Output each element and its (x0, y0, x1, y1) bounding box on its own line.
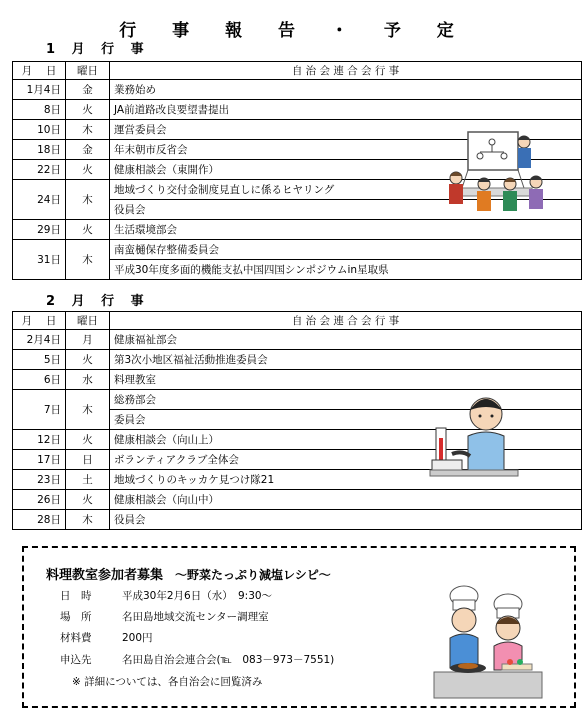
notice-subtitle: ～野菜たっぷり減塩レシピ～ (175, 568, 331, 582)
cooking-class-notice (22, 546, 576, 708)
table-row (13, 350, 582, 370)
column-header: 自 治 会 連 合 会 行 事 (110, 62, 582, 80)
date-cell: 23日 (13, 470, 66, 490)
table-row (13, 80, 582, 100)
date-cell: 7日 (13, 390, 66, 430)
weekday-cell: 土 (66, 470, 110, 490)
event-cell: 南蛮樋保存整備委員会 (110, 240, 582, 260)
notice-row-datetime (60, 588, 272, 603)
notice-value: 200円 (122, 632, 153, 644)
notice-label: 申込先 (60, 654, 92, 666)
date-cell: 24日 (13, 180, 66, 220)
notice-row-fee (60, 630, 153, 645)
column-header: 曜日 (66, 62, 110, 80)
event-cell: 健康相談会（東開作） (110, 160, 582, 180)
weekday-cell: 火 (66, 490, 110, 510)
event-cell: 年末朝市反省会 (110, 140, 582, 160)
date-cell: 10日 (13, 120, 66, 140)
notice-label: 日 時 (60, 590, 92, 602)
weekday-cell: 火 (66, 160, 110, 180)
table-header-row (13, 312, 582, 330)
event-cell: 生活環境部会 (110, 220, 582, 240)
weekday-cell: 日 (66, 450, 110, 470)
date-cell: 31日 (13, 240, 66, 280)
event-cell: 役員会 (110, 200, 582, 220)
event-cell: ボランティアクラブ全体会 (110, 450, 582, 470)
notice-value: 名田島自治会連合会(℡ 083－973－7551) (122, 654, 335, 666)
event-cell: 役員会 (110, 510, 582, 530)
notice-footnote: ※ 詳細については、各自治会に回覧済み (72, 676, 263, 688)
weekday-cell: 金 (66, 80, 110, 100)
event-cell: 健康福祉部会 (110, 330, 582, 350)
notice-value: 平成30年2月6日（水） 9:30～ (122, 590, 273, 602)
table-row (13, 240, 582, 260)
event-cell: 健康相談会（向山中） (110, 490, 582, 510)
weekday-cell: 金 (66, 140, 110, 160)
weekday-cell: 水 (66, 370, 110, 390)
notice-row-place (60, 609, 269, 624)
date-cell: 26日 (13, 490, 66, 510)
date-cell: 29日 (13, 220, 66, 240)
date-cell: 5日 (13, 350, 66, 370)
event-cell: 地域づくり交付金制度見直しに係るヒヤリング (110, 180, 582, 200)
column-header: 月 日 (13, 62, 66, 80)
table-row (13, 510, 582, 530)
month-heading-january: 1 月 行 事 (46, 42, 150, 57)
weekday-cell: 火 (66, 350, 110, 370)
meeting-illustration (440, 128, 550, 228)
event-cell: 委員会 (110, 410, 582, 430)
weekday-cell: 木 (66, 120, 110, 140)
cooking-kids-illustration (432, 584, 544, 702)
column-header: 曜日 (66, 312, 110, 330)
event-cell: 地域づくりのキッカケ見つけ隊21 (110, 470, 582, 490)
event-cell: 健康相談会（向山上） (110, 430, 582, 450)
notice-label: 材料費 (60, 632, 92, 644)
notice-row-contact (60, 652, 334, 667)
table-row (13, 100, 582, 120)
event-cell: 総務部会 (110, 390, 582, 410)
table-row (13, 330, 582, 350)
weekday-cell: 木 (66, 510, 110, 530)
date-cell: 28日 (13, 510, 66, 530)
notice-value: 名田島地域交流センター調理室 (122, 611, 269, 623)
weekday-cell: 火 (66, 430, 110, 450)
event-cell: 平成30年度多面的機能支払中国四国シンポジウムin星取県 (110, 260, 582, 280)
column-header: 自 治 会 連 合 会 行 事 (110, 312, 582, 330)
event-cell: 業務始め (110, 80, 582, 100)
date-cell: 8日 (13, 100, 66, 120)
weekday-cell: 木 (66, 180, 110, 220)
date-cell: 17日 (13, 450, 66, 470)
date-cell: 12日 (13, 430, 66, 450)
weekday-cell: 木 (66, 390, 110, 430)
event-cell: 第3次小地区福祉活動推進委員会 (110, 350, 582, 370)
date-cell: 1月4日 (13, 80, 66, 100)
date-cell: 6日 (13, 370, 66, 390)
table-row (13, 370, 582, 390)
table-header-row (13, 62, 582, 80)
notice-title (46, 564, 331, 583)
notice-title-text: 料理教室参加者募集 (46, 568, 164, 583)
event-cell: JA前道路改良要望書提出 (110, 100, 582, 120)
event-cell: 運営委員会 (110, 120, 582, 140)
notice-label: 場 所 (60, 611, 92, 623)
column-header: 月 日 (13, 312, 66, 330)
month-heading-february: 2 月 行 事 (46, 294, 150, 309)
health-check-illustration (428, 392, 520, 480)
table-row (13, 490, 582, 510)
weekday-cell: 火 (66, 100, 110, 120)
weekday-cell: 火 (66, 220, 110, 240)
page-title: 行 事 報 告 ・ 予 定 (119, 21, 469, 41)
weekday-cell: 木 (66, 240, 110, 280)
date-cell: 22日 (13, 160, 66, 180)
event-cell: 料理教室 (110, 370, 582, 390)
date-cell: 18日 (13, 140, 66, 160)
weekday-cell: 月 (66, 330, 110, 350)
date-cell: 2月4日 (13, 330, 66, 350)
